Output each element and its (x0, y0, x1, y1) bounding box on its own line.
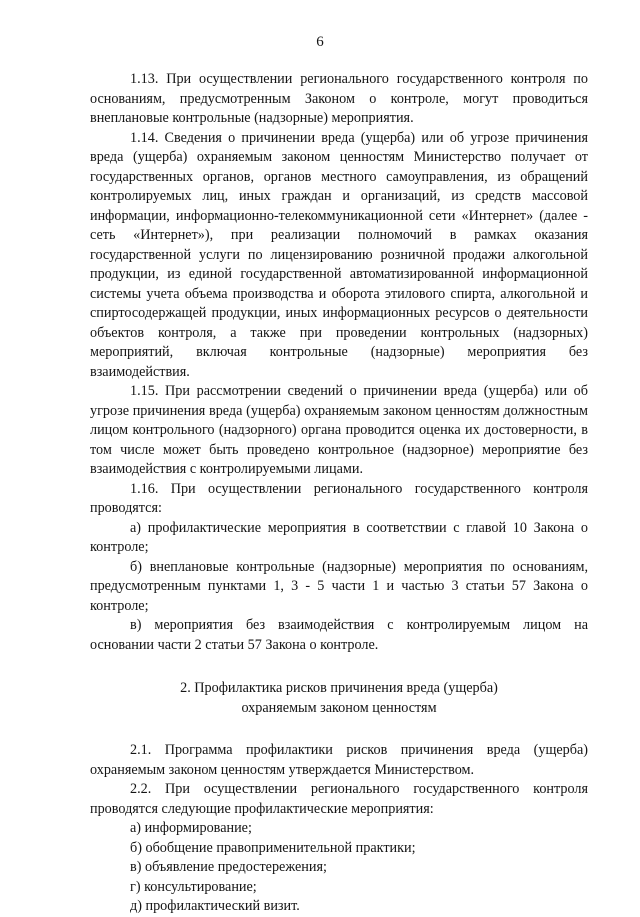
section-heading-line-2: охраняемым законом ценностям (241, 699, 437, 716)
paragraph-1-15: 1.15. При рассмотрении сведений о причинении вреда (ущерба) или об угрозе причинения вреда (ущерба) охраняемым законом ценностям должностным лицом контрольного (надзорного) органа проводится оценка их достоверности, в том числе может быть проведено контрольное (надзорное) мероприятие без взаимодействия с контролируемыми лицами. (90, 383, 588, 477)
list-item-v: в) мероприятия без взаимодействия с контролируемым лицом на основании части 2 статьи 57 Закона о контроле. (90, 617, 588, 653)
paragraph-1-14: 1.14. Сведения о причинении вреда (ущерба) или об угрозе причинения вреда (ущерба) охраняемым законом ценностям Министерство получает от государственных органов, органов местного самоуправления, из обращений контролируемых лиц, иных граждан и организаций, из средств массовой информации, информационно-телекоммуникационной сети «Интернет» (далее - сеть «Интернет»), при реализации полномочий в рамках оказания государственной услуги по лицензированию розничной продажи алкогольной продукции, из единой государственной автоматизированной информационной системы учета объема производства и оборота этилового спирта, алкогольной и спиртосодержащей продукции, иных информационных ресурсов о деятельности объектов контроля, а также при проведении контрольных (надзорных) мероприятий, включая контрольные (надзорные) мероприятия без взаимодействия. (90, 129, 588, 380)
list-item-b: б) внеплановые контрольные (надзорные) мероприятия по основаниям, предусмотренным пунктами 1, 3 - 5 части 1 и частью 3 статьи 57 Закона о контроле; (90, 558, 588, 614)
measure-item-v: в) объявление предостережения; (130, 859, 327, 875)
section-heading-line-1: 2. Профилактика рисков причинения вреда (ущерба) (180, 680, 498, 696)
measure-item-d: д) профилактический визит. (130, 898, 300, 914)
document-body (90, 70, 588, 917)
paragraph-2-1: 2.1. Программа профилактики рисков причинения вреда (ущерба) охраняемым законом ценностям утверждается Министерством. (90, 742, 588, 778)
paragraph-1-16: 1.16. При осуществлении регионального государственного контроля проводятся: (90, 480, 588, 516)
paragraph-2-2: 2.2. При осуществлении регионального государственного контроля проводятся следующие профилактические мероприятия: (90, 781, 588, 817)
list-item-a: а) профилактические мероприятия в соответствии с главой 10 Закона о контроле; (90, 519, 588, 555)
measure-item-a: а) информирование; (130, 820, 252, 836)
measure-item-b: б) обобщение правоприменительной практики; (130, 839, 416, 856)
measure-item-g: г) консультирование; (130, 878, 257, 895)
paragraph-1-13: 1.13. При осуществлении регионального государственного контроля по основаниям, предусмотренным Законом о контроле, могут проводиться внеплановые контрольные (надзорные) мероприятия. (90, 71, 588, 126)
page-number: 6 (316, 34, 324, 50)
section-heading (90, 679, 588, 718)
